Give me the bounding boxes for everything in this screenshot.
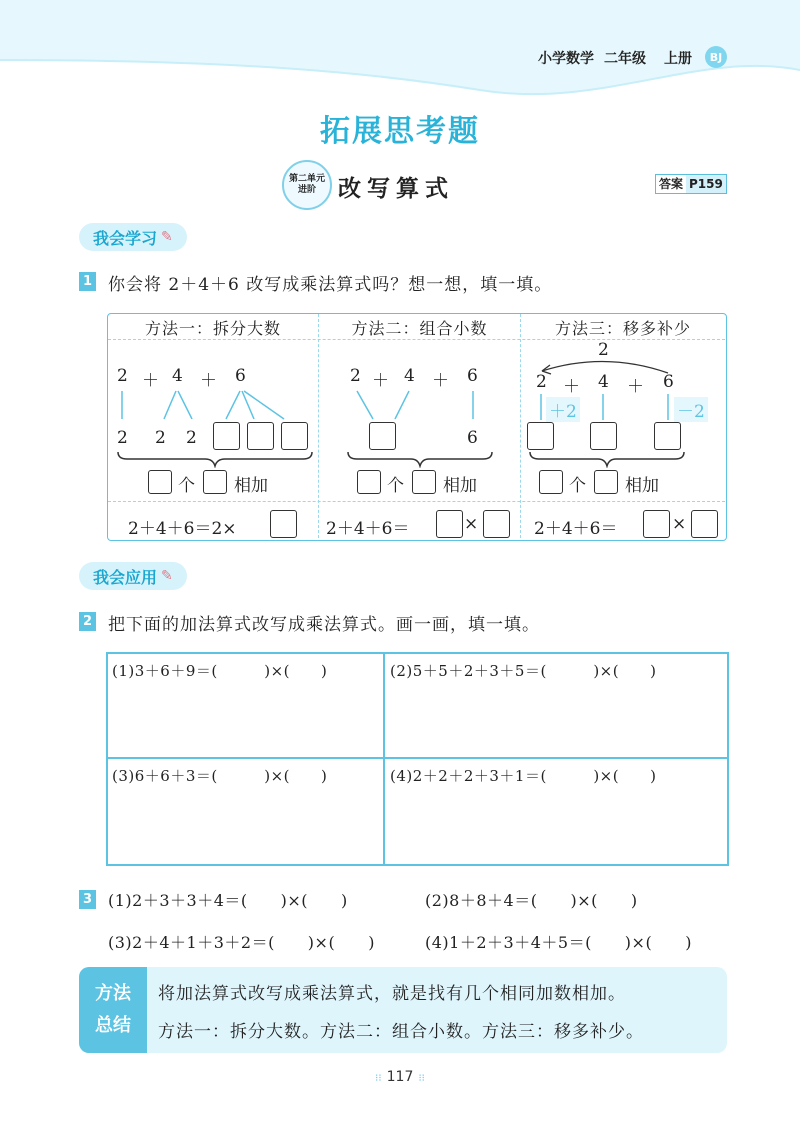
answer-reference bbox=[655, 174, 727, 194]
m2-count-box[interactable] bbox=[357, 470, 381, 494]
q2-grid bbox=[106, 652, 729, 866]
m2-answer-box-2[interactable] bbox=[483, 510, 510, 538]
summary-line-2: 方法一：拆分大数。方法二：组合小数。方法三：移多补少。 bbox=[158, 1022, 644, 1042]
header-badge: BJ bbox=[705, 46, 727, 68]
m1-split-num-2: 2 bbox=[155, 428, 166, 448]
m3-plus-1: ＋ bbox=[563, 377, 580, 397]
question-1-number: 1 bbox=[79, 272, 96, 291]
m1-addend-box[interactable] bbox=[203, 470, 227, 494]
m3-plus-2: ＋ bbox=[627, 377, 644, 397]
m1-brace bbox=[115, 450, 315, 468]
q2-item-4[interactable]: (4)2＋2＋2＋3＋1＝( )×( ) bbox=[390, 767, 657, 785]
unit-stamp bbox=[282, 160, 332, 210]
m1-split-box-1[interactable] bbox=[213, 422, 240, 450]
m2-addend-box[interactable] bbox=[412, 470, 436, 494]
m3-adjust-plus: ＋2 bbox=[546, 397, 580, 422]
m1-plus-2: ＋ bbox=[200, 371, 217, 391]
section-apply-label: 我会应用 bbox=[93, 567, 158, 587]
m3-answer-box-1[interactable] bbox=[643, 510, 670, 538]
page-number-wrap bbox=[0, 1066, 800, 1085]
section-learn-label: 我会学习 bbox=[93, 228, 158, 248]
m3-brace bbox=[527, 450, 687, 468]
q2-grid-hline bbox=[106, 757, 729, 759]
m3-times: × bbox=[672, 514, 687, 534]
m1-split-num-3: 2 bbox=[186, 428, 197, 448]
method-header-line bbox=[108, 339, 725, 340]
m2-brace bbox=[345, 450, 495, 468]
method-3-heading: 方法三：移多补少 bbox=[554, 319, 691, 338]
method-1-heading: 方法一：拆分大数 bbox=[144, 319, 281, 338]
m1-split-box-2[interactable] bbox=[247, 422, 274, 450]
q3-item-2[interactable]: (2)8＋8＋4＝( )×( ) bbox=[425, 891, 638, 910]
m2-term-2: 2 bbox=[350, 366, 361, 386]
m2-plus-1: ＋ bbox=[372, 371, 389, 391]
q3-item-3[interactable]: (3)2＋4＋1＋3＋2＝( )×( ) bbox=[108, 933, 375, 952]
m3-term-2: 2 bbox=[536, 372, 547, 392]
m3-box-2[interactable] bbox=[590, 422, 617, 450]
m1-count-add: 相加 bbox=[234, 476, 268, 496]
q2-item-2[interactable]: (2)5＋5＋2＋3＋5＝( )×( ) bbox=[390, 662, 657, 680]
summary-label-line1: 方法 bbox=[95, 983, 131, 1004]
answer-page: P159 bbox=[686, 175, 726, 193]
header-grade: 二年级 bbox=[604, 51, 646, 67]
m3-box-1[interactable] bbox=[527, 422, 554, 450]
m2-count-ge: 个 bbox=[387, 476, 404, 496]
m3-addend-box[interactable] bbox=[594, 470, 618, 494]
m1-equation: 2＋4＋6＝2× bbox=[128, 519, 237, 539]
method-divider-1 bbox=[318, 314, 319, 538]
m2-plus-2: ＋ bbox=[432, 371, 449, 391]
m1-term-6: 6 bbox=[235, 366, 246, 386]
q2-item-1[interactable]: (1)3＋6＋9＝( )×( ) bbox=[112, 662, 328, 680]
m1-term-4: 4 bbox=[172, 366, 183, 386]
m3-box-3[interactable] bbox=[654, 422, 681, 450]
m2-term-4: 4 bbox=[404, 366, 415, 386]
q2-item-3[interactable]: (3)6＋6＋3＝( )×( ) bbox=[112, 767, 328, 785]
m2-group-box[interactable] bbox=[369, 422, 396, 450]
section-learn bbox=[79, 223, 187, 251]
page-ornament-right-icon: ⁝⁝ bbox=[418, 1073, 425, 1084]
m2-count-add: 相加 bbox=[443, 476, 477, 496]
m3-adjust-minus: －2 bbox=[674, 397, 708, 422]
header-volume: 上册 bbox=[664, 51, 692, 67]
summary-label bbox=[79, 967, 147, 1053]
page-ornament-left-icon: ⁝⁝ bbox=[375, 1073, 382, 1084]
m1-answer-box[interactable] bbox=[270, 510, 297, 538]
section-apply bbox=[79, 562, 187, 590]
m3-count-box[interactable] bbox=[539, 470, 563, 494]
m2-group-num: 6 bbox=[467, 428, 478, 448]
m3-moved-amount: 2 bbox=[598, 340, 609, 360]
m3-answer-box-2[interactable] bbox=[691, 510, 718, 538]
method-2-heading: 方法二：组合小数 bbox=[351, 319, 488, 338]
m1-count-ge: 个 bbox=[178, 476, 195, 496]
question-2-number: 2 bbox=[79, 612, 96, 631]
m1-split-num-1: 2 bbox=[117, 428, 128, 448]
m1-split-box-3[interactable] bbox=[281, 422, 308, 450]
q3-item-4[interactable]: (4)1＋2＋3＋4＋5＝( )×( ) bbox=[425, 933, 692, 952]
stamp-line2: 进阶 bbox=[297, 185, 316, 195]
m2-term-6: 6 bbox=[467, 366, 478, 386]
page-title: 拓展思考题 bbox=[320, 114, 480, 149]
m2-answer-box-1[interactable] bbox=[436, 510, 463, 538]
m3-term-6: 6 bbox=[663, 372, 674, 392]
m1-split-lines bbox=[108, 385, 318, 425]
answer-label: 答案 bbox=[656, 175, 686, 193]
summary-line-1: 将加法算式改写成乘法算式，就是找有几个相同加数相加。 bbox=[158, 984, 626, 1004]
question-1-text: 你会将 2＋4＋6 改写成乘法算式吗？想一想，填一填。 bbox=[108, 275, 553, 295]
method-equation-line bbox=[108, 501, 725, 502]
methods-box bbox=[107, 313, 727, 541]
m2-equation: 2＋4＋6＝ bbox=[326, 519, 410, 539]
question-3-number: 3 bbox=[79, 890, 96, 909]
summary-label-line2: 总结 bbox=[95, 1015, 131, 1036]
stamp-line1: 第二单元 bbox=[288, 174, 325, 184]
m1-count-box[interactable] bbox=[148, 470, 172, 494]
q2-grid-vline bbox=[383, 652, 385, 866]
method-divider-2 bbox=[520, 314, 521, 538]
m3-count-add: 相加 bbox=[625, 476, 659, 496]
pencil-icon: ✎ bbox=[161, 229, 173, 245]
m3-equation: 2＋4＋6＝ bbox=[534, 519, 618, 539]
m1-term-2: 2 bbox=[117, 366, 128, 386]
q3-item-1[interactable]: (1)2＋3＋3＋4＝( )×( ) bbox=[108, 891, 348, 910]
header-subject: 小学数学 bbox=[538, 51, 594, 67]
m3-count-ge: 个 bbox=[569, 476, 586, 496]
m2-group-lines bbox=[319, 385, 519, 425]
subtitle: 改写算式 bbox=[338, 176, 454, 202]
m2-times: × bbox=[464, 514, 479, 534]
m1-plus-1: ＋ bbox=[142, 371, 159, 391]
m3-term-4: 4 bbox=[598, 372, 609, 392]
page-number: 117 bbox=[386, 1069, 414, 1085]
pencil-icon: ✎ bbox=[161, 568, 173, 584]
question-2-text: 把下面的加法算式改写成乘法算式。画一画，填一填。 bbox=[108, 615, 540, 635]
